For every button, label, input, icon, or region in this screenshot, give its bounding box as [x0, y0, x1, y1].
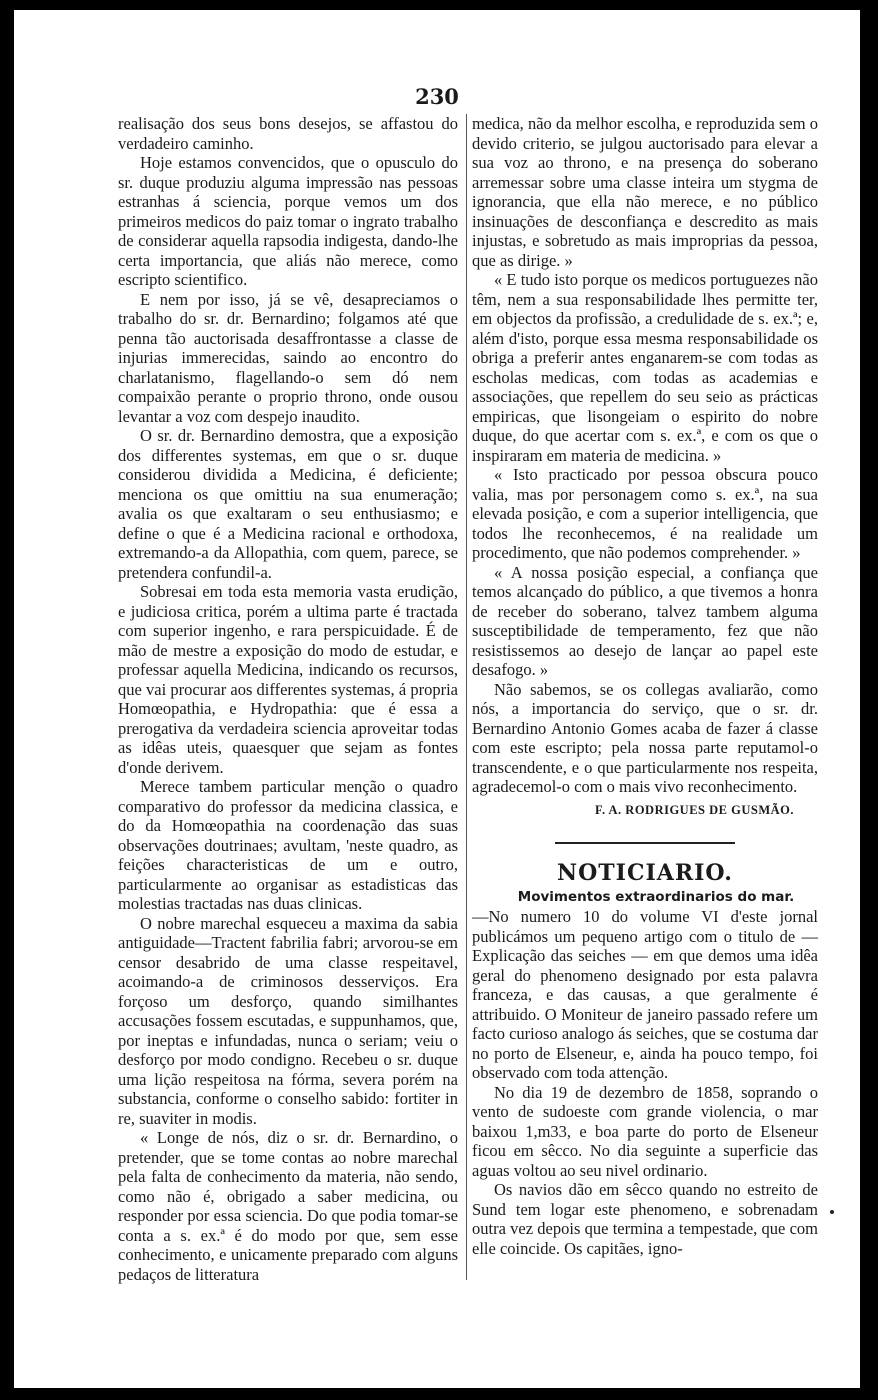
paragraph: « E tudo isto porque os medicos portuguezes não têm, nem a sua responsabilidade lhes permitte ter, em objectos da profissão, a credulidade de s. ex.ª; e, além d'isto, porque essa mesma responsabilidade os obriga a preferir antes enganarem-se com todas as escholas medicas, com todas as academias e associações, que repellem do seu seio as prácticas empiricas, que lisongeiam o espirito do nobre duque, do que acertar com s. ex.ª, e com os que o inspiraram em materia de medicina. » — [472, 270, 818, 465]
section-subhead: Movimentos extraordinarios do mar. — [517, 888, 795, 905]
paragraph: E nem por isso, já se vê, desapreciamos o trabalho do sr. dr. Bernardino; folgamos até que penna tão auctorisada desaffrontasse a classe de injurias immerecidas, saindo ao encontro do charlatanismo, flagellando-o sem dó nem compaixão perante o proprio throno, onde ousou levantar a voz com despejo inaudito. — [118, 289, 458, 426]
left-column — [118, 114, 458, 1284]
paragraph: Os navios dão em sêcco quando no estreito de Sund tem logar este phenomeno, e sobrenadam outra vez depois que termina a tempestade, que com elle coincide. Os capitães, igno- — [472, 1180, 818, 1258]
paragraph: No dia 19 de dezembro de 1858, soprando o vento de sudoeste com grande violencia, o mar baixou 1,m33, e boa parte do porto de Elseneur ficou em sêcco. No dia seguinte a superficie das aguas voltou ao seu nivel ordinario. — [472, 1082, 818, 1180]
paragraph: Merece tambem particular menção o quadro comparativo do professor da medicina classica, e do da Homœopathia na coordenação das suas observações doutrinaes; avultam, 'neste quadro, as feições characteristicas de um e outro, particularmente ao organisar as estadisticas das molestias tractadas nas duas clinicas. — [118, 777, 458, 913]
column-divider — [466, 114, 467, 1280]
paragraph: « Isto practicado por pessoa obscura pouco valia, mas por personagem como s. ex.ª, na sua elevada posição, e com a superior intelligencia, que todos lhe reconhecemos, é na realidade um procedimento, que não podemos comprehender. » — [472, 465, 818, 562]
paragraph: Hoje estamos convencidos, que o opusculo do sr. duque produziu alguma impressão nas pessoas estranhas á sciencia, porque vemos um dos primeiros medicos do paiz tomar o ingrato trabalho de considerar aquella rapsodia indigesta, dando-lhe certa importancia, que aliás não merece, como escripto scientifico. — [118, 153, 458, 289]
author-signature: F. A. RODRIGUES DE GUSMÃO. — [594, 802, 794, 817]
ink-dot — [830, 1210, 834, 1214]
paragraph: « Longe de nós, diz o sr. dr. Bernardino, o pretender, que se tome contas ao nobre marechal pela falta de conhecimento da materia, não sendo, como não é, obrigado a saber medicina, ou responder por essa sciencia. Do que podia tomar-se conta a s. ex.ª é do modo por que, sem esse conhecimento, e unicamente preparado com alguns pedaços de litteratura — [118, 1128, 458, 1284]
paragraph: medica, não da melhor escolha, e reproduzida sem o devido criterio, se julgou auctorisado para elevar a sua voz ao throno, e na presença do soberano arremessar sobre uma classe inteira um stygma de ignorancia, que ella não merece, e no público insinuações de desconfiança e descredito as mais injustas, e sobretudo as mais improprias da pessoa, que as dirige. » — [472, 114, 818, 270]
right-column — [472, 114, 818, 1258]
paragraph: realisação dos seus bons desejos, se affastou do verdadeiro caminho. — [118, 114, 458, 153]
paragraph: O nobre marechal esqueceu a maxima da sabia antiguidade—Tractent fabrilia fabri; arvorou-se em censor desabrido de uma classe respeitavel, acoimando-a de criminosos desserviços. Era forçoso um desforço, quando similhantes accusações fossem escutadas, e suppunhamos, que, por ineptas e infundadas, nunca o seriam; veiu o desforço por modo condigno. Recebeu o sr. duque uma lição respeitosa na fórma, severa porém na substancia, conforme o conselho sabido: fortiter in re, suaviter in modis. — [118, 913, 458, 1128]
section-divider — [555, 842, 735, 844]
paragraph: Não sabemos, se os collegas avaliarão, como nós, a importancia do serviço, que o sr. dr. Bernardino Antonio Gomes acaba de fazer á classe com este escripto; pela nossa parte reputamol-o transcendente, e o que particularmente nos respeita, agradecemol-o com o mais vivo reconhecimento. — [472, 679, 818, 796]
paragraph: Sobresai em toda esta memoria vasta erudição, e judiciosa critica, porém a ultima parte é tractada com superior ingenho, e rara perspicuidade. É de mão de mestre a exposição do modo de estudar, e professar aquella Medicina, indicando os recursos, que vai procurar aos differentes systemas, á propria Homœopathia, e Hydropathia: que é essa a prerogativa da verdadeira sciencia aproveitar todas as idêas uteis, quaesquer que sejam as fontes d'onde derivem. — [118, 582, 458, 777]
page-number: 230 — [415, 84, 459, 109]
paragraph: O sr. dr. Bernardino demostra, que a exposição dos differentes systemas, em que o sr. duque considerou dividida a Medicina, é deficiente; menciona os que omittiu na sua enumeração; avalia os que exaltaram o seu enthusiasmo; e define o que é a Medicina racional e orthodoxa, extremando-a da Allopathia, com quem, parece, se pretendera confundil-a. — [118, 426, 458, 582]
page-sheet — [14, 10, 860, 1388]
section-title: NOTICIARIO. — [557, 860, 733, 886]
paragraph: « A nossa posição especial, a confiança que temos alcançado do público, a que tivemos a honra de receber do soberano, talvez tambem alguma susceptibilidade de temperamento, fez que não resistissemos ao desejo de lançar ao papel este desafogo. » — [472, 562, 818, 679]
paragraph: —No numero 10 do volume VI d'este jornal publicámos um pequeno artigo com o titulo de — Explicação das seiches — em que demos uma idêa geral do phenomeno designado por esta palavra franceza, e das causas, a que geralmente é attribuido. O Moniteur de janeiro passado refere um facto curioso analogo ás seiches, que se costuma dar no porto de Elseneur, e, ainda ha pouco tempo, foi observado com toda attenção. — [472, 907, 818, 1082]
